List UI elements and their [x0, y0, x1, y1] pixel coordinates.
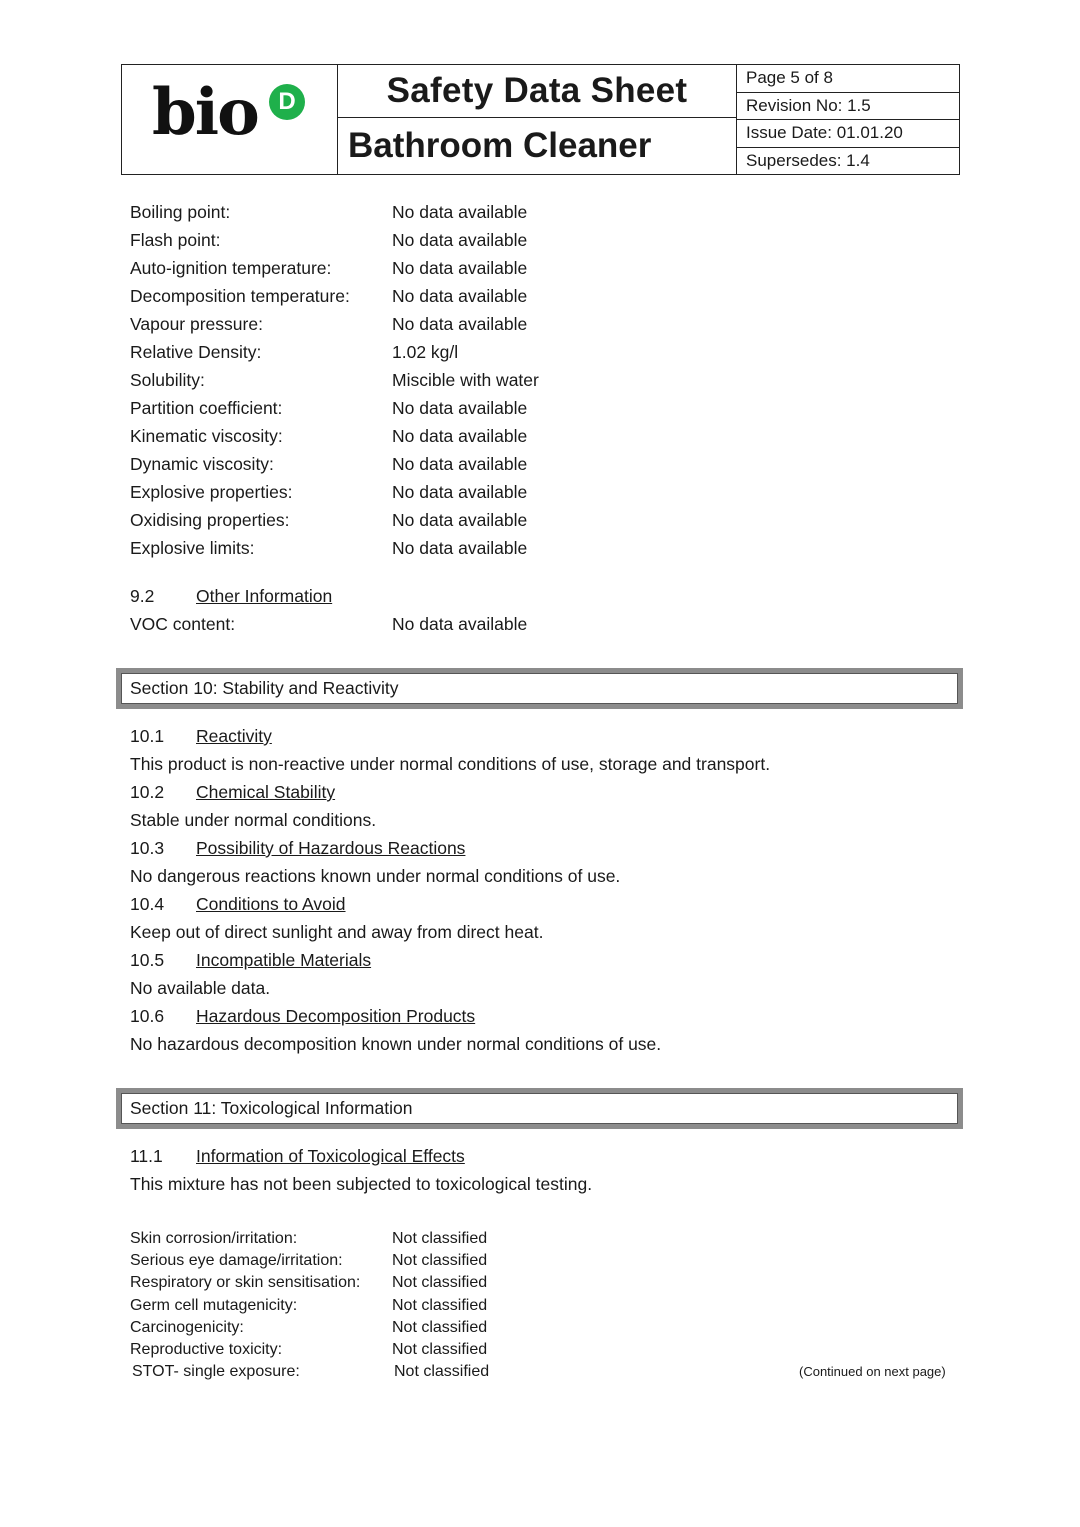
company-logo: bio — [152, 75, 258, 150]
title-cell — [338, 65, 737, 174]
section-header — [116, 668, 963, 709]
continued-note: (Continued on next page) — [799, 1364, 946, 1379]
property-label: Solubility: — [130, 370, 205, 390]
tox-label: Respiratory or skin sensitisation: — [130, 1274, 361, 1291]
property-label: VOC content: — [130, 614, 236, 634]
subsection-text: No available data. — [130, 978, 271, 998]
document-title: Safety Data Sheet — [338, 65, 736, 118]
subsection-text: No hazardous decomposition known under normal conditions of use. — [130, 1034, 662, 1054]
property-value: No data available — [392, 286, 528, 306]
tox-label: Germ cell mutagenicity: — [130, 1297, 298, 1314]
property-label: Kinematic viscosity: — [130, 426, 283, 446]
subsection-text: This mixture has not been subjected to toxicological testing. — [130, 1174, 593, 1194]
logo-cell — [122, 65, 338, 174]
subsection-text: Stable under normal conditions. — [130, 810, 377, 830]
subsection-number: 9.2 — [130, 586, 155, 606]
subsection-number: 10.4 — [130, 894, 165, 914]
property-label: Explosive limits: — [130, 538, 255, 558]
issue-date: Issue Date: 01.01.20 — [737, 120, 959, 148]
tox-label: Skin corrosion/irritation: — [130, 1230, 298, 1247]
subsection-text: No dangerous reactions known under normal conditions of use. — [130, 866, 621, 886]
property-value: No data available — [392, 230, 528, 250]
subsection-title: Conditions to Avoid — [196, 894, 346, 914]
property-value: No data available — [392, 398, 528, 418]
subsection-number: 10.5 — [130, 950, 165, 970]
subsection-title: Reactivity — [196, 726, 272, 746]
subsection-number: 10.2 — [130, 782, 165, 802]
property-value: No data available — [392, 258, 528, 278]
tox-value: Not classified — [392, 1252, 488, 1269]
product-name: Bathroom Cleaner — [348, 126, 652, 165]
supersedes: Supersedes: 1.4 — [746, 150, 870, 170]
subsection-number: 10.3 — [130, 838, 165, 858]
property-label: Explosive properties: — [130, 482, 293, 502]
tox-label: STOT- single exposure: — [132, 1363, 300, 1380]
property-value: No data available — [392, 454, 528, 474]
property-value: No data available — [392, 614, 528, 634]
property-value: No data available — [392, 482, 528, 502]
tox-value: Not classified — [394, 1363, 490, 1380]
property-label: Dynamic viscosity: — [130, 454, 274, 474]
tox-value: Not classified — [392, 1274, 488, 1291]
section-header — [116, 1088, 963, 1129]
revision-cell — [737, 65, 959, 174]
subsection-title: Information of Toxicological Effects — [196, 1146, 465, 1166]
tox-label: Carcinogenicity: — [130, 1319, 244, 1336]
page-number: Page 5 of 8 — [737, 65, 959, 93]
property-value: No data available — [392, 426, 528, 446]
tox-label: Serious eye damage/irritation: — [130, 1252, 343, 1269]
subsection-title: Possibility of Hazardous Reactions — [196, 838, 466, 858]
subsection-title: Hazardous Decomposition Products — [196, 1006, 476, 1026]
section-title: Section 11: Toxicological Information — [121, 1093, 958, 1124]
tox-value: Not classified — [392, 1319, 488, 1336]
property-label: Auto-ignition temperature: — [130, 258, 332, 278]
logo-badge-icon: D — [269, 84, 305, 120]
subsection-number: 11.1 — [130, 1146, 163, 1166]
subsection-title: Other Information — [196, 586, 333, 606]
property-label: Partition coefficient: — [130, 398, 283, 418]
property-value: No data available — [392, 538, 528, 558]
tox-value: Not classified — [392, 1297, 488, 1314]
property-value: No data available — [392, 202, 528, 222]
subsection-number: 10.1 — [130, 726, 165, 746]
property-label: Decomposition temperature: — [130, 286, 350, 306]
property-value: No data available — [392, 314, 528, 334]
subsection-title: Incompatible Materials — [196, 950, 372, 970]
property-value: Miscible with water — [392, 370, 539, 390]
subsection-text: Keep out of direct sunlight and away from direct heat. — [130, 922, 544, 942]
property-label: Flash point: — [130, 230, 221, 250]
property-label: Boiling point: — [130, 202, 231, 222]
section-title: Section 10: Stability and Reactivity — [121, 673, 958, 704]
property-label: Oxidising properties: — [130, 510, 290, 530]
tox-value: Not classified — [392, 1230, 488, 1247]
tox-label: Reproductive toxicity: — [130, 1341, 283, 1358]
subsection-number: 10.6 — [130, 1006, 165, 1026]
property-label: Vapour pressure: — [130, 314, 263, 334]
revision-number: Revision No: 1.5 — [737, 93, 959, 121]
document-header — [121, 64, 960, 175]
subsection-text: This product is non-reactive under normal conditions of use, storage and transport. — [130, 754, 771, 774]
property-value: No data available — [392, 510, 528, 530]
property-value: 1.02 kg/l — [392, 342, 459, 362]
tox-value: Not classified — [392, 1341, 488, 1358]
subsection-title: Chemical Stability — [196, 782, 336, 802]
property-label: Relative Density: — [130, 342, 262, 362]
